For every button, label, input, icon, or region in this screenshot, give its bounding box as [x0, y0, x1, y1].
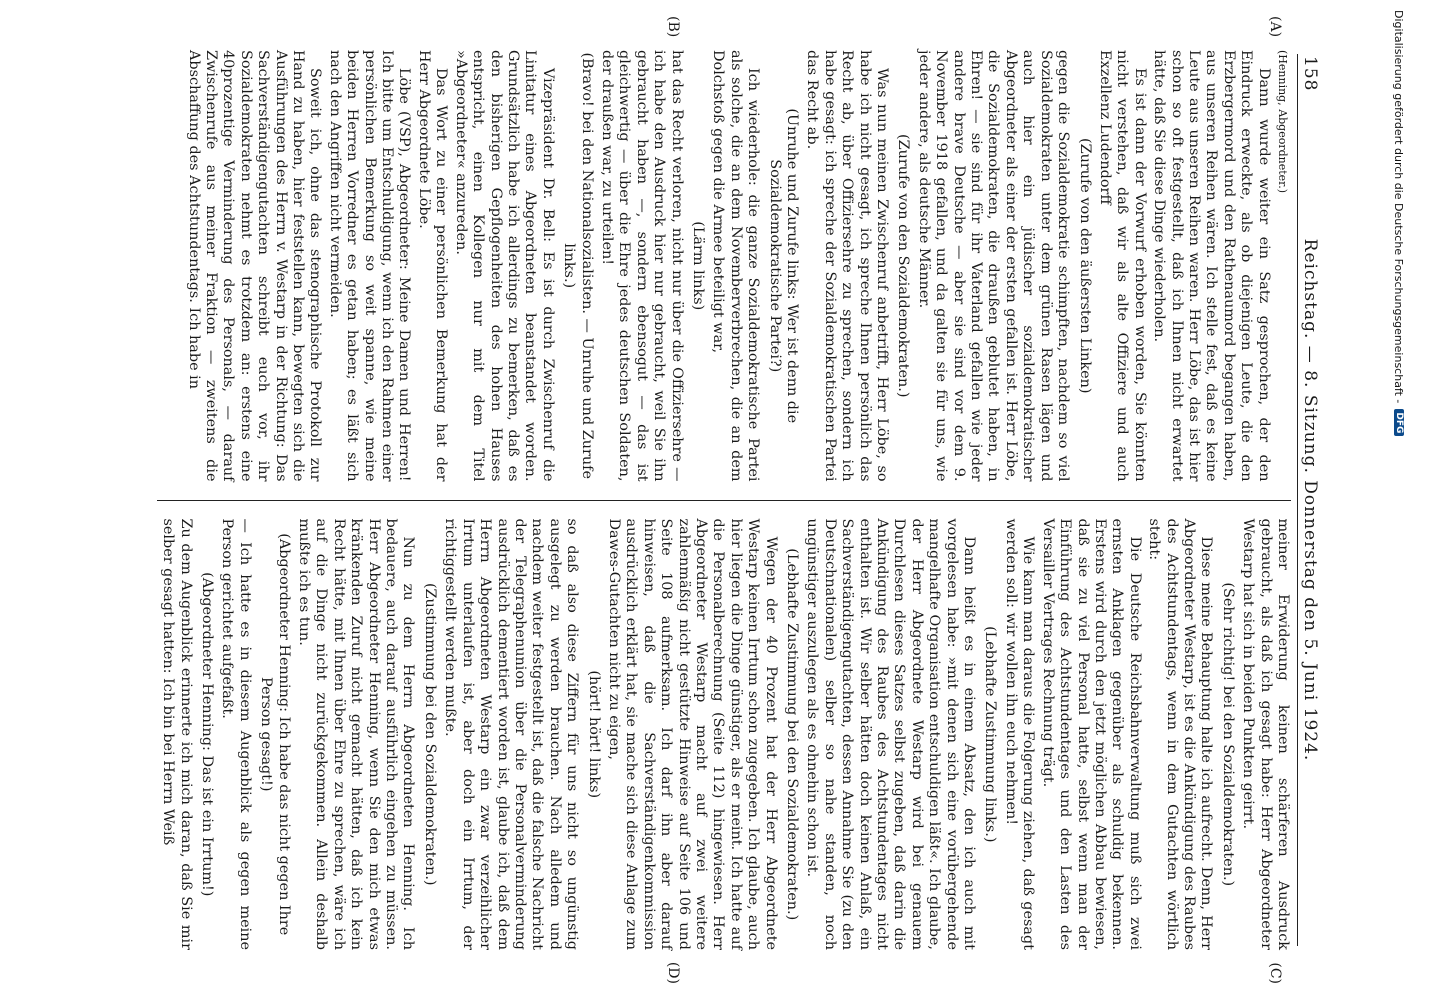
page-number: 158 — [1300, 56, 1320, 92]
right-column-paragraph: Dann heißt es in einem Absatz, den ich auch mit vorgelesen habe: »mit denen sich eine vorübergehende mangelhafte Organisation entschuldigen läßt«. Ich glaube, der Herr Abgeordnete Westarp wird bei genauem Durchlesen dieses Satzes selbst zugeben, daß darin die Ankündigung des Raubes des Achtstundentages nicht enthalten ist. Wir selber hätten doch keinen Anlaß, ein Sachverständigengutachten, dessen Annahme Sie (zu den Deutschnationalen) selber so nahe standen, noch ungünstiger auszulegen als es ohnehin schon ist. — [804, 518, 978, 950]
margin-marker-c: (C) — [1267, 962, 1283, 984]
dfg-logo: DFG — [1394, 409, 1404, 436]
left-column-paragraph: (Zurufe von den Sozialdemokraten.) — [895, 133, 912, 398]
right-column-paragraph: so daß also diese Ziffern für uns nicht so ungünstig ausgelegt zu werden brauchen. Nach alledem und nachdem weiter festgestellt ist, daß die falsche Nachricht der Telegraphenunion über die Personalverminderung ausdrücklich dementiert worden ist, glaube ich, daß dem Herrn Abgeordneten Westarp ein zwar verzeihlicher Irrtum unterlaufen ist, aber doch ein Irrtum, der richtiggestellt werden mußte. — [442, 518, 581, 950]
right-column-paragraph: Zu dem Augenblick erinnerte ich mich daran, daß Sie mir selber gesagt hatten: Ich bin bei Herrn Weiß — [160, 518, 194, 950]
right-column-paragraph: (Abgeordneter Henning: Ich habe das nicht gegen Ihre Person gesagt!) — [258, 533, 292, 936]
left-column-paragraph: (Lärm links) — [690, 221, 706, 311]
right-column-paragraph: — Ich hatte es in diesem Augenblick als gegen meine Person gerichtet aufgefaßt. — [219, 518, 253, 950]
left-column-paragraph: (Henning, Abgeordneter.) — [1276, 50, 1289, 194]
right-column-paragraph: Nun zu dem Herrn Abgeordneten Henning. Ich bedauere, auch darauf ausführlich eingehen zu müssen. Herr Abgeordneter Henning, wenn Sie den mich etwas kränkenden Zuruf nicht gemacht hätten, daß ich kein Recht hätte, mit Ihnen über Ehre zu sprechen, wäre ich auf die Dinge nicht zurückgekommen. Allein deshalb mußte ich es tun. — [296, 518, 417, 950]
right-column-paragraph: meiner Erwiderung keinen schärferen Ausdruck gebraucht, als daß ich gesagt habe: Herr Abgeordneter Westarp hat sich in beiden Punkten geirrt. — [1240, 518, 1291, 950]
right-column-paragraph: (Abgeordneter Henning: Das ist ein Irrtum!) — [199, 572, 216, 897]
left-column-paragraph: gegen die Sozialdemokratie schimpften, nachdem so viel Sozialdemokraten unter dem grünen Rasen lägen und auch hier ein jüdischer sozialdemokratischer Abgeordneter als einer der ersten gefallen ist. Herr Löbe, die Sozialdemokraten, die draußen geblutet haben, in Ehren! — sie sind für ihr Vaterland gefallen wie jeder andere brave Deutsche — aber sie sind vor dem 9. November 1918 gefallen, und da galten sie für uns, wie jeder andere, als deutsche Männer. — [915, 50, 1072, 482]
right-column-paragraph: (hört! hört! links) — [585, 670, 602, 799]
left-column-paragraph: Soweit ich, ohne das stenographische Protokoll zur Hand zu haben, hier feststellen kann, bewegten sich die Ausführungen des Herrn v. Westarp in der Richtung: Das Sachverständigengutachten schreibt euch vor, ihr Sozialdemokraten nehmt es trotzdem an: erstens eine 40prozentige Verminderung des Personals, — darauf Zwischenrufe aus meiner Fraktion — zweitens die Abschaffung des Achtstundentags. Ich habe in — [185, 50, 324, 482]
left-column-paragraph: Dann wurde weiter ein Satz gesprochen, der den Eindruck erweckte, als ob diejenigen Leute, die den Erzbergermord und den Rathenaumord begangen haben, aus unseren Reihen wären. Ich stelle fest, daß es keine Leute aus unseren Reihen waren. Herr Löbe, das ist hier schon so oft festgestellt, daß ich Ihnen nicht erwartet hätte, daß Sie diese Dinge wiederholen. — [1151, 50, 1272, 482]
margin-marker-a: (A) — [1267, 16, 1283, 38]
margin-marker-d: (D) — [665, 961, 681, 984]
left-column-paragraph: Löbe (VSP), Abgeordneter: Meine Damen und Herren! Ich bitte um Entschuldigung, wenn ich den Rahmen einer persönlichen Bemerkung so weit spanne, wie meine beiden Herren Vorredner es getan haben; es läßt sich nach den Angriffen nicht vermeiden. — [326, 50, 413, 482]
text-columns — [157, 16, 1291, 984]
page-header — [1298, 50, 1320, 950]
right-column-paragraph: (Sehr richtig! bei den Sozialdemokraten.) — [1219, 582, 1236, 887]
left-column-paragraph: Es ist dann der Vorwurf erhoben worden, Sie könnten nicht verstehen, daß wir als alte Offiziere und auch Exzellenz Ludendorff — [1096, 50, 1148, 482]
margin-marker-b: (B) — [665, 16, 681, 38]
left-column-paragraph: (Zurufe von den äußersten Linken) — [1076, 137, 1093, 394]
header-rule — [1297, 54, 1298, 946]
right-column-paragraph: (Lebhafte Zustimmung bei den Sozialdemokraten.) — [784, 548, 801, 921]
left-column-paragraph: hat das Recht verloren, nicht nur über die Offiziersehre — ich habe den Ausdruck hier nur gebraucht, weil Sie ihn gebraucht haben —, sondern ebensogut — das ist gleichwertig — über die Ehre jedes deutschen Soldaten, der draußen war, zu urteilen! — [598, 50, 685, 482]
left-column-paragraph: Was nun meinen Zwischenruf anbetrifft, Herr Löbe, so habe ich nicht gesagt, ich spreche Ihnen persönlich das Recht ab, über Offiziersehre zu sprechen, sondern ich habe gesagt: ich spreche der Sozialdemokratischen Partei das Recht ab. — [804, 50, 891, 482]
right-column-paragraph: Wegen der 40 Prozent hat der Herr Abgeordnete Westarp keinen Irrtum schon zugegeben. Ich glaube, auch hier liegen die Dinge günstiger, als er meint. Ich hatte auf die Personalberechnung (Seite 112) hingewiesen. Herr Abgeordneter Westarp macht auf zwei weitere zahlenmäßig nicht gestützte Hinweise auf Seite 106 und Seite 108 aufmerksam. Ich darf ihn aber darauf hinweisen, daß die Sachverständigenkommission ausdrücklich erklärt hat, sie mache sich diese Anlage zum Dawes-Gutachten nicht zu eigen, — [605, 518, 779, 950]
digitization-credit — [1390, 10, 1408, 990]
right-column-paragraph: (Zustimmung bei den Sozialdemokraten.) — [421, 582, 438, 886]
credit-text: Digitalisierung gefördert durch die Deutsche Forschungsgemeinschaft - — [1392, 10, 1406, 404]
right-column-paragraph: Die Deutsche Reichsbahnverwaltung muß sich zwei ernsten Anklagen gegenüber als schuldig bekennen. Erstens wird durch den jetzt möglichen Abbau bewiesen, daß sie zu viel Personal hatte, selbst wenn man der Einführung des Achtstundentages und den Lasten des Versailler Vertrages Rechnung trägt. — [1039, 518, 1143, 950]
column-divider — [157, 500, 1291, 501]
right-column-paragraph: (Lebhafte Zustimmung links.) — [982, 626, 999, 843]
right-column-paragraph: Wie kann man daraus die Folgerung ziehen, daß gesagt werden soll: wir wollen ihn euch nehmen! — [1002, 518, 1037, 950]
left-column-paragraph: (Unruhe und Zurufe links: Wer ist denn die Sozialdemokratische Partei?) — [766, 108, 801, 424]
document-page — [60, 0, 1360, 1000]
right-column-paragraph: Diese meine Behauptung halte ich aufrecht. Denn, Herr Abgeordneter Westarp, ist es die Ankündigung des Raubes des Achtstundentags, wenn in dem Gutachten wörtlich steht: — [1146, 518, 1215, 950]
right-column — [157, 519, 1291, 951]
left-column — [157, 50, 1291, 482]
left-column-paragraph: Das Wort zu einer persönlichen Bemerkung hat der Herr Abgeordnete Löbe. — [415, 50, 450, 482]
left-column-paragraph: (Bravo! bei den Nationalsozialisten. — Unruhe und Zurufe links.) — [561, 52, 595, 479]
page-title: Reichstag. — 8. Sitzung. Donnerstag den 5. Juni 1924. — [1300, 238, 1320, 762]
left-column-paragraph: Vizepräsident Dr. Bell: Es ist durch Zwischenruf die Linitatur eines Abgeordneten beanstandet worden. Grundsätzlich habe ich allerdings zu bemerken, daß es den bisherigen Gepflogenheiten des hohen Hauses entspricht, einen Kollegen nur mit dem Titel »Abgeordneter« anzureden. — [452, 50, 556, 482]
left-column-paragraph: Ich wiederhole: die ganze Sozialdemokratische Partei als solche, die an dem Novemberverbrechen, die an dem Dolchstoß gegen die Armee beteiligt war, — [710, 50, 762, 482]
